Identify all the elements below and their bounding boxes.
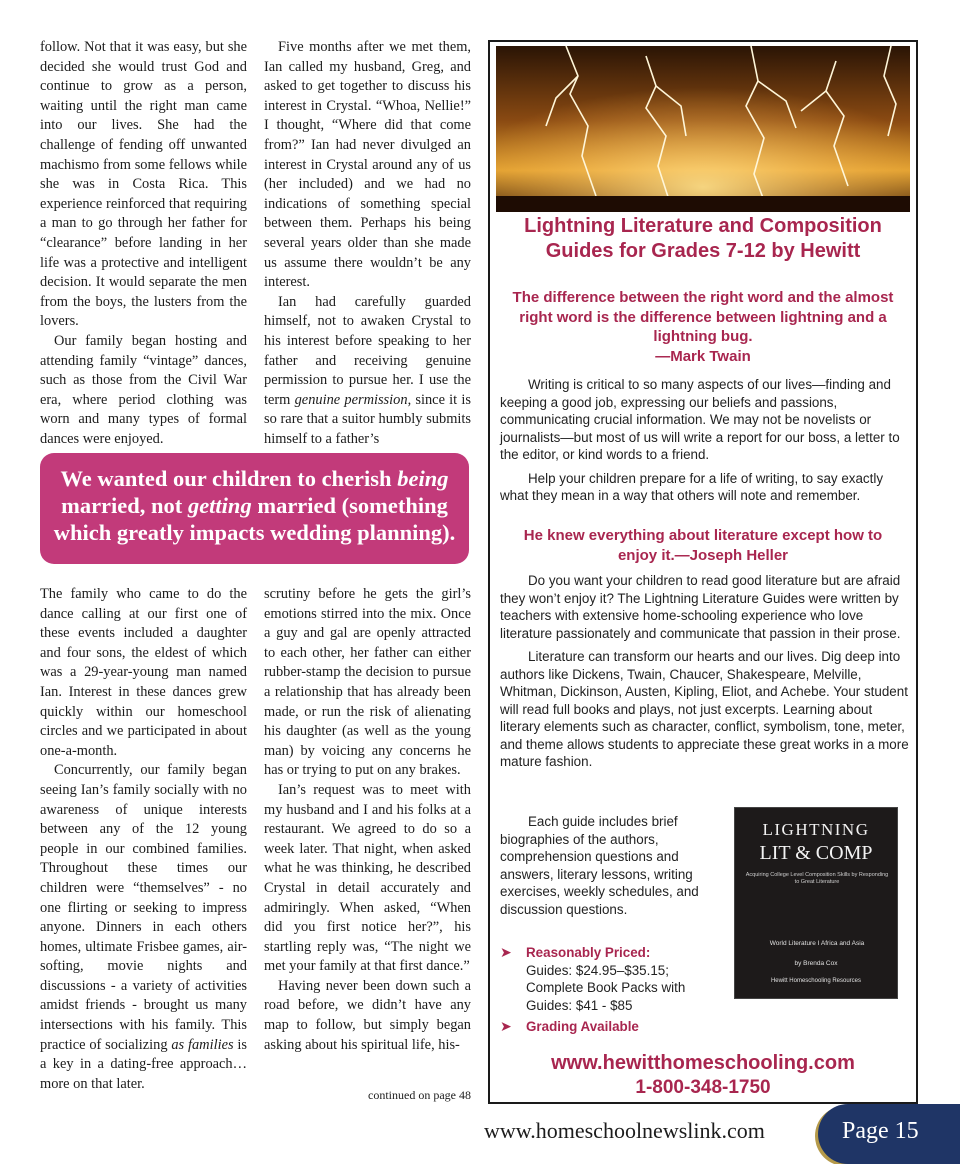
pull-quote	[40, 453, 469, 564]
pull-quote-text: married (something which greatly impacts wedding planning).	[53, 493, 456, 545]
pull-quote-emphasis: being	[397, 466, 449, 491]
article-paragraph: The family who came to do the dance calling at our first one of these events included a daughter and four sons, the eldest of which was a 29-year-young man named Ian. Interest in these dances grew quickly within our homeschool circles and we participated in about one-a-month.	[40, 586, 247, 759]
heller-quote: He knew everything about literature except how to enjoy it.—Joseph Heller	[523, 527, 883, 564]
quote-attribution: —Mark Twain	[655, 347, 751, 365]
pull-quote-text: married, not	[61, 493, 188, 518]
quote-text: The difference between the right word and the almost right word is the difference between lightning and a lightning bug.	[512, 289, 894, 345]
book-author: by Brenda Cox	[794, 960, 838, 967]
italic-text: as families	[171, 1036, 234, 1053]
footer-website[interactable]: www.homeschoolnewslink.com	[484, 1118, 765, 1143]
pull-quote-emphasis: getting	[187, 493, 252, 518]
ad-phone-number: 1-800-348-1750	[635, 1077, 771, 1098]
article-column-2-top	[264, 38, 471, 449]
arrow-icon: ➤	[500, 1018, 512, 1034]
bullet-line: Guides: $24.95–$35.15;	[526, 962, 669, 978]
article-column-2-bottom	[264, 585, 471, 1055]
book-cover	[734, 807, 898, 999]
book-publisher: Hewitt Homeschooling Resources	[770, 978, 862, 984]
article-paragraph: scrutiny before he gets the girl’s emotions stirred into the mix. Once a guy and gal are openly attracted to each other, her father can either rubber-stamp the decision to pursue a relationship that has already been made, or run the risk of alienating his daughter (as well as the young man) by voicing any concerns he has or trying to put on any brakes.	[264, 586, 471, 779]
text-run: , since it is so rare that a suitor humbly submits himself to a father’s	[264, 391, 471, 447]
twain-quote	[510, 288, 896, 366]
article-paragraph: Our family began hosting and attending family “vintage” dances, such as those from the Civil War era, where period clothing was worn and many types of formal dances were enjoyed.	[40, 332, 247, 447]
ad-website-link[interactable]: www.hewitthomeschooling.com	[551, 1052, 855, 1074]
book-title: LIGHTNING	[762, 820, 870, 839]
ad-paragraph: Help your children prepare for a life of writing, to say exactly what they mean in a way that others will note and remember.	[500, 470, 884, 503]
ad-paragraph: Do you want your children to read good literature but are afraid they won’t enjoy it? The Lightning Literature Guides were written by teachers with extensive home-schooling experience who love literature passionately and communicate that passion in their prose.	[500, 573, 901, 641]
ad-body-2	[500, 572, 910, 777]
continued-note: continued on page 48	[368, 1088, 471, 1102]
ad-body-1	[500, 376, 910, 511]
article-paragraph	[40, 761, 247, 1094]
book-series: World Literature I Africa and Asia	[769, 940, 865, 947]
article-paragraph: Having never been down such a road before, we didn’t have any map to follow, but simply began asking about his spiritual life, his-	[264, 977, 471, 1053]
advertisement	[488, 40, 918, 1104]
article-paragraph: Five months after we met them, Ian called my husband, Greg, and asked to get together to discuss his interest in Crystal. “Whoa, Nellie!” I thought, “Where did that come from?” Ian had never divulged an interest in Crystal around any of us (her included) and we had no indications of something special between them. Perhaps his being several years older than she made us assume there wouldn’t be any interest.	[264, 39, 471, 291]
book-title: LIT & COMP	[759, 842, 873, 864]
pull-quote-text: We wanted our children to cherish	[60, 466, 398, 491]
ad-headline-line: Guides for Grades 7-12 by Hewitt	[545, 240, 861, 262]
ad-headline-line: Lightning Literature and Composition	[524, 215, 882, 237]
article-column-1-bottom	[40, 585, 247, 1094]
bullet-title: Reasonably Priced:	[526, 945, 651, 960]
arrow-icon: ➤	[500, 944, 512, 960]
article-paragraph	[264, 293, 471, 450]
grading-bullet	[500, 1018, 730, 1036]
bullet-line: Complete Book Packs with	[526, 980, 686, 995]
italic-text: genuine permission	[294, 391, 408, 408]
bullet-title: Grading Available	[526, 1019, 639, 1034]
article-column-1-top	[40, 38, 247, 449]
article-paragraph: Ian’s request was to meet with my husband and I and his folks at a restaurant. We agreed to do so a week later. That night, when asked what he was thinking, he described Crystal in detail accurately and admiringly. When asked, “When did you first notice her?”, his startling reply was, “The night we met your family at that first dance.”	[264, 781, 471, 975]
ad-paragraph: Each guide includes brief biographies of the authors, comprehension questions and answers, literary lessons, writing exercises, weekly schedules, and discussion questions.	[500, 814, 699, 917]
lightning-photo	[496, 46, 910, 212]
ad-paragraph: Writing is critical to so many aspects of our lives—finding and keeping a good job, expressing our beliefs and passions, communicating crucial information. We may not be novelists or journalists—but most of us will write a report for our boss, a letter to the editor, or kind words to a friend.	[500, 377, 900, 462]
price-bullet	[500, 944, 730, 1014]
page-number: Page 15	[842, 1118, 919, 1144]
ad-body-3	[500, 813, 710, 924]
bullet-line: Guides: $41 - $85	[526, 997, 633, 1013]
article-paragraph: follow. Not that it was easy, but she decided she would trust God and continue to grow as a person, waiting until the right man came into our lives. She had the challenge of fending off unwanted machismo from some fellows while she was in Costa Rica. This experience reinforced that requiring a man to go through her father for “clearance” before landing in her life was a protective and intelligent decision. It would separate the men from the boys, the lusters from the lovers.	[40, 39, 247, 330]
text-run: is a key in a dating-free approach… more on that later.	[40, 1036, 247, 1092]
ad-headline	[490, 214, 916, 264]
text-run: Concurrently, our family began seeing Ian’s family socially with no awareness of unique interests between any of the 12 young people in our combined families. Throughout these times our children were “themselves” - no one flirting or seeking to impress anyone. Dinners in each others homes, ultimate Frisbee games, air-softing, movie nights and discussions - a variety of activities amidst friends - brought us many intersections with his family. This practice of socializing	[40, 762, 247, 1053]
text-run: Ian had carefully guarded himself, not to awaken Crystal to his interest before speaking to her father and receiving genuine permission to pursue her. I use the term	[264, 293, 471, 408]
book-subtitle: Acquiring College Level Composition Skills by Responding to Great Literature	[745, 872, 889, 885]
ad-paragraph: Literature can transform our hearts and our lives. Dig deep into authors like Dickens, Twain, Chaucer, Shakespeare, Melville, Whitman, Dickinson, Austen, Kipling, Eliot, and Achebe. Your student will read full books and plays, not just excerpts. Learning about literary elements such as character, conflict, symbolism, tone, meter, and theme allows students to appreciate these great works in a more mature fashion.	[500, 649, 909, 769]
